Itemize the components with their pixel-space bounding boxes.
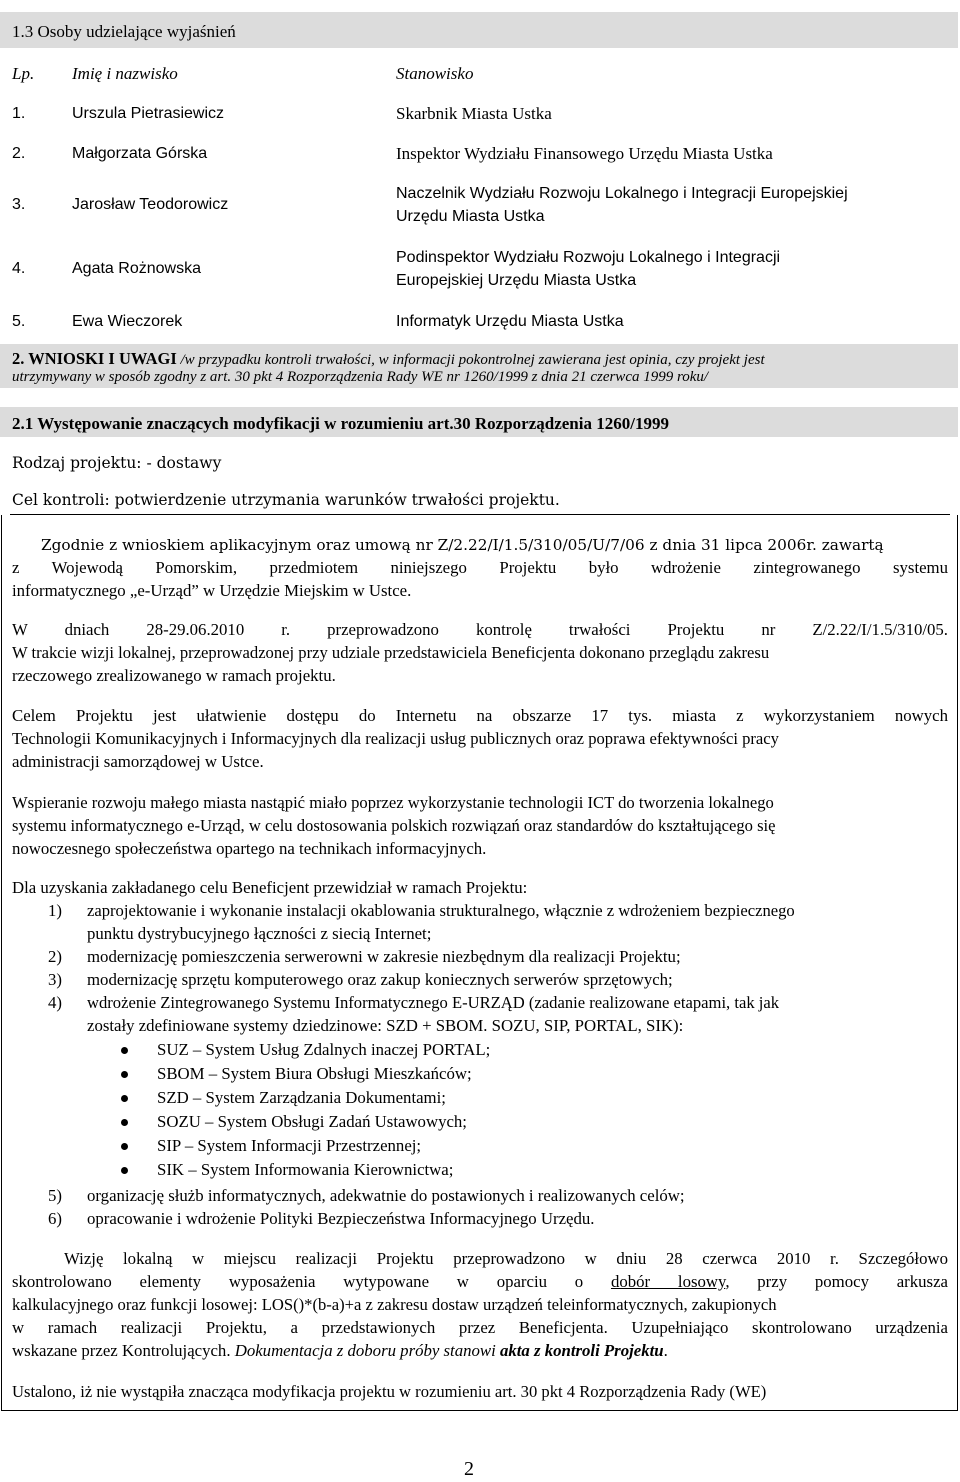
list-item-line1: zaprojektowanie i wykonanie instalacji okablowania strukturalnego, włącznie z wdrożeniem bezpiecznego [87,901,795,920]
conclusions-line1 [12,349,942,370]
frame-left [1,515,2,1410]
row-name: Małgorzata Górska [72,145,208,162]
list-item-line1: modernizację sprzętu komputerowego oraz zakup koniecznych serwerów sprzętowych; [87,970,673,989]
list-item-line1: wdrożenie Zintegrowanego Systemu Informatycznego E-URZĄD (zadanie realizowane etapami, tak jak [87,993,780,1012]
list-item-line2: punktu dystrybucyjnego łączności z siecią Internet; [87,924,432,943]
row-lp: 1. [12,105,26,122]
para6-line5 [12,1340,668,1362]
conclusions-title: 2. WNIOSKI I UWAGI [12,349,177,368]
para2-line2: W trakcie wizji lokalnej, przeprowadzonej przy udziale przedstawiciela Beneficjenta dokonano przeglądu zakresu [12,643,770,662]
para6-line3: kalkulacyjnego oraz funkcji losowej: LOS()*(b-a)+a z zakresu dostaw urządzeń teleinformatycznych, zakupionych [12,1295,777,1314]
list-item-number: 2) [48,947,62,966]
row-lp: 4. [12,260,26,277]
para6-line4: w ramach realizacji Projektu, a przedstawionych przez Beneficjenta. Uzupełniająco skontrolowano urządzenia [12,1318,948,1337]
para1-line3: informatycznego „e-Urząd” w Urzędzie Miejskim w Ustce. [12,581,412,600]
frame-bottom [1,1410,958,1411]
row-name: Urszula Pietrasiewicz [72,105,225,122]
col-name-header: Imię i nazwisko [72,64,178,83]
para6-line5-end: . [663,1341,668,1360]
bullet-item: SUZ – System Usług Zdalnych inaczej PORTAL; [157,1040,491,1059]
list-item-number: 3) [48,970,62,989]
bullet-item: SBOM – System Biura Obsługi Mieszkańców; [157,1064,472,1083]
para3-line3: administracji samorządowej w Ustce. [12,752,264,771]
row-position: Skarbnik Miasta Ustka [396,104,552,123]
bullet-item: SIK – System Informowania Kierownictwa; [157,1160,454,1179]
subsection-heading: 2.1 Występowanie znaczących modyfikacji w rozumieniu art.30 Rozporządzenia 1260/1999 [12,414,669,433]
row-name: Agata Rożnowska [72,260,201,277]
conclusions-note: /w przypadku kontroli trwałości, w informacji pokontrolnej zawierana jest opinia, czy projekt jest [180,352,765,368]
list-item-number: 5) [48,1186,62,1205]
bullet-dot [121,1167,128,1174]
para3-line1: Celem Projektu jest ułatwienie dostępu do Internetu na obszarze 17 tys. miasta z wykorzystaniem nowych [12,706,948,725]
bullet-dot [121,1047,128,1054]
bullet-item: SZD – System Zarządzania Dokumentami; [157,1088,446,1107]
section-heading: 1.3 Osoby udzielające wyjaśnień [12,22,236,41]
para2-line3: rzeczowego zrealizowanego w ramach projektu. [12,666,336,685]
row-name: Jarosław Teodorowicz [72,196,229,213]
row-name: Ewa Wieczorek [72,313,183,330]
para1-line1: Zgodnie z wnioskiem aplikacyjnym oraz umową nr Z/2.22/I/1.5/310/05/U/7/06 z dnia 31 lipca 2006r. zawartą [41,536,884,554]
bullet-item: SOZU – System Obsługi Zadań Ustawowych; [157,1112,467,1131]
row-position-line1: Naczelnik Wydziału Rozwoju Lokalnego i Integracji Europejskiej [396,185,848,202]
list-item-number: 1) [48,901,62,920]
col-position-header: Stanowisko [396,64,474,83]
para6-line5-start: wskazane przez Kontrolujących. [12,1341,235,1360]
project-type: Rodzaj projektu: - dostawy [12,454,222,472]
bullet-dot [121,1119,128,1126]
para5-intro: Dla uzyskania zakładanego celu Beneficjent przewidział w ramach Projektu: [12,878,528,897]
row-lp: 3. [12,196,26,213]
col-lp-header: Lp. [12,64,35,83]
para3-line2: Technologii Komunikacyjnych i Informacyjnych dla realizacji usług publicznych oraz poprawa efektywności pracy [12,729,779,748]
list-item-line1: modernizację pomieszczenia serwerowni w zakresie niezbędnym dla realizacji Projektu; [87,947,681,966]
bullet-dot [121,1095,128,1102]
row-position: Informatyk Urzędu Miasta Ustka [396,313,624,330]
list-item-number: 6) [48,1209,62,1228]
frame-right [957,515,958,1410]
para6-line1: Wizję lokalną w miejscu realizacji Projektu przeprowadzono w dniu 28 czerwca 2010 r. Szczegółowo [64,1249,948,1268]
bullet-dot [121,1143,128,1150]
para1-line2: z Wojewodą Pomorskim, przedmiotem niniejszego Projektu było wdrożenie zintegrowanego systemu [12,558,948,577]
para4-line2: systemu informatycznego e-Urząd, w celu dostosowania polskich rozwiązań oraz standardów do kształtującego się [12,816,776,835]
list-item-number: 4) [48,993,62,1012]
random-selection-term: dobór losowy [610,1272,726,1291]
conclusions-line2: utrzymywany w sposób zgodny z art. 30 pkt 4 Rozporządzenia Rady WE nr 1260/1999 z dnia 21 czerwca 1999 roku/ [12,369,709,385]
row-position: Inspektor Wydziału Finansowego Urzędu Miasta Ustka [396,144,773,163]
row-position-line2: Europejskiej Urzędu Miasta Ustka [396,272,637,289]
list-item-line2: zostały zdefiniowane systemy dziedzinowe: SZD + SBOM. SOZU, SIP, PORTAL, SIK): [87,1016,684,1035]
para4-line1: Wspieranie rozwoju małego miasta nastąpić miało poprzez wykorzystanie technologii ICT do tworzenia lokalnego [12,793,774,812]
list-item-line1: organizację służb informatycznych, adekwatnie do postawionych i realizowanych celów; [87,1186,685,1205]
control-goal: Cel kontroli: potwierdzenie utrzymania warunków trwałości projektu. [12,491,560,509]
para4-line3: nowoczesnego społeczeństwa opartego na technikach informacyjnych. [12,839,487,858]
page-number: 2 [464,1458,474,1480]
row-lp: 2. [12,145,26,162]
goal-underline [10,514,950,515]
para7-line1: Ustalono, iż nie wystąpiła znacząca modyfikacja projektu w rozumieniu art. 30 pkt 4 Rozporządzenia Rady (WE) [12,1382,767,1401]
para6-line5-italic: Dokumentacja z doboru próby stanowi [234,1341,500,1360]
list-item-line1: opracowanie i wdrożenie Polityki Bezpieczeństwa Informacyjnego Urzędu. [87,1209,595,1228]
para6-line2 [12,1271,948,1293]
row-position-line1: Podinspektor Wydziału Rozwoju Lokalnego i Integracji [396,249,781,266]
bullet-item: SIP – System Informacji Przestrzennej; [157,1136,422,1155]
row-lp: 5. [12,313,26,330]
row-position-line2: Urzędu Miasta Ustka [396,208,545,225]
para6-line5-bold-italic: akta z kontroli Projektu [499,1341,664,1360]
para6-line2-start: skontrolowano elementy wyposażenia wytypowane w oparciu o [12,1272,611,1291]
para2-line1: W dniach 28-29.06.2010 r. przeprowadzono kontrolę trwałości Projektu nr Z/2.22/I/1.5/310/05. [12,620,948,639]
para6-line2-end: , przy pomocy arkusza [725,1272,948,1291]
bullet-dot [121,1071,128,1078]
